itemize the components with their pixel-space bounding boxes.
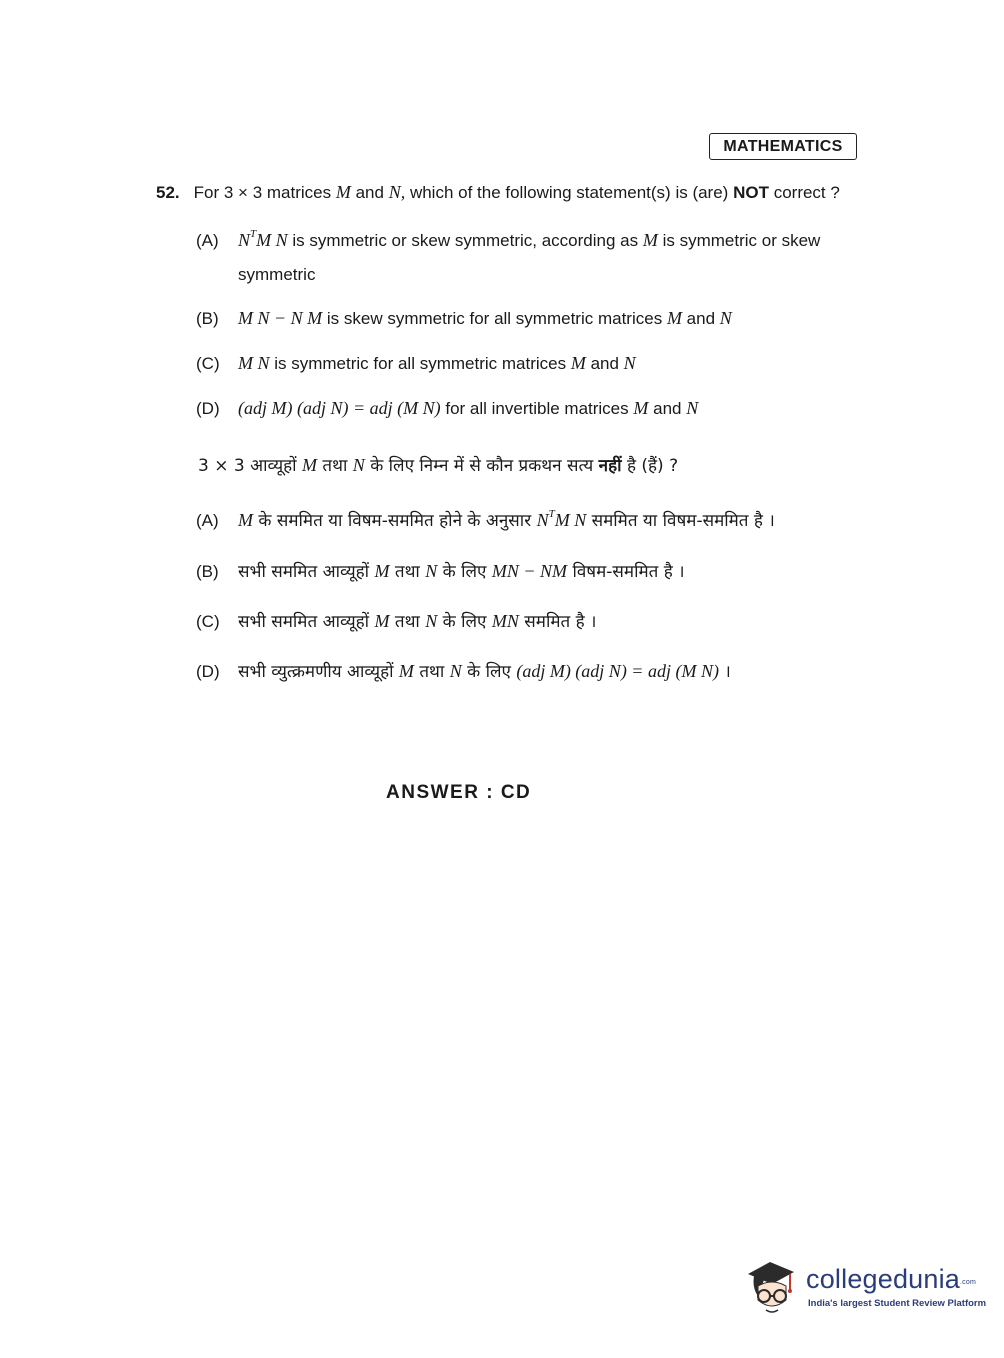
option-en-c: (C) M N is symmetric for all symmetric matrices M and N — [196, 353, 636, 373]
subject-label: MATHEMATICS — [709, 133, 857, 160]
logo-wordmark: collegedunia.com — [806, 1264, 977, 1294]
option-hi-c: (C) सभी सममित आव्यूहों M तथा N के लिए MN सममित है । — [196, 611, 597, 632]
question-text-en: 52. For 3 × 3 matrices M and N, which of the following statement(s) is (are) NOT correct ? — [156, 182, 840, 202]
option-en-a-continued: symmetric — [238, 265, 316, 284]
option-en-d: (D) (adj M) (adj N) = adj (M N) for all invertible matrices M and N — [196, 398, 699, 418]
option-hi-d: (D) सभी व्युत्क्रमणीय आव्यूहों M तथा N के लिए (adj M) (adj N) = adj (M N) । — [196, 661, 731, 682]
answer-text: ANSWER : CD — [386, 782, 532, 803]
question-number: 52. — [156, 183, 180, 202]
option-en-b: (B) M N − N M is skew symmetric for all symmetric matrices M and N — [196, 308, 732, 328]
question-text-hi: 3 × 3 आव्यूहों M तथा N के लिए निम्न में से कौन प्रकथन सत्य नहीं है (हैं) ? — [198, 455, 679, 476]
option-en-a: (A) $N^TM$ N is symmetric or skew symmetric, according as M is symmetric or skew — [196, 228, 821, 250]
logo-tagline: India's largest Student Review Platform — [808, 1298, 987, 1309]
option-hi-a: (A) M के सममित या विषम-सममित होने के अनुसार $N^TM$ N सममित या विषम-सममित है । — [196, 508, 775, 531]
option-hi-b: (B) सभी सममित आव्यूहों M तथा N के लिए MN − NM विषम-सममित है । — [196, 561, 685, 582]
